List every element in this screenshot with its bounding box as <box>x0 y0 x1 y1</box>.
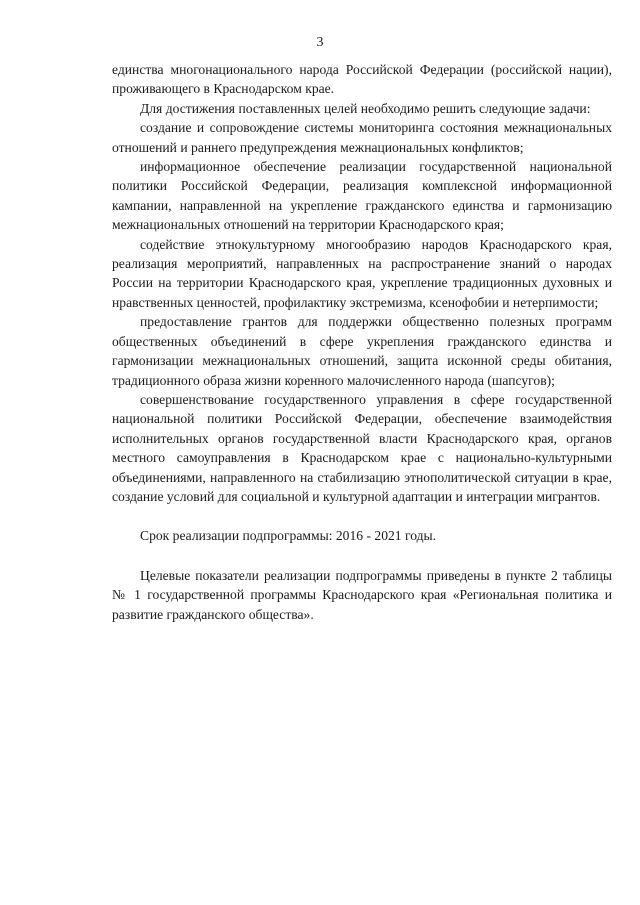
paragraph-tasks-heading: Для достижения поставленных целей необходимо решить следующие задачи: <box>140 100 591 116</box>
list-item-grants: предоставление грантов для поддержки общественно полезных программ общественных объединений в сфере укрепления гражданского единства и гармонизации межнациональных отношений, защита исконной среды обитания, традиционного образа жизни коренного малочисленного народа (шапсугов); <box>112 314 612 388</box>
document-body <box>112 60 612 624</box>
list-item-governance: совершенствование государственного управления в сфере государственной национальной политики Российской Федерации, обеспечение взаимодействия исполнительных органов государственной власти Краснодарского края, органов местного самоуправления в Краснодарском крае с национально-культурными объединениями, направленного на стабилизацию этнополитической ситуации в крае, создание условий для социальной и культурной адаптации и интеграции мигрантов. <box>112 391 612 504</box>
list-item-monitoring: создание и сопровождение системы мониторинга состояния межнациональных отношений и раннего предупреждения межнациональных конфликтов; <box>112 120 612 155</box>
paragraph-intro-continuation: единства многонационального народа Российской Федерации (российской нации), проживающего в Краснодарском крае. <box>112 62 612 97</box>
list-item-ethnocultural: содействие этнокультурному многообразию народов Краснодарского края, реализация мероприятий, направленных на распространение знаний о народах России на территории Краснодарского края, укрепление традиционных духовных и нравственных ценностей, профилактику экстремизма, ксенофобии и нетерпимости; <box>112 236 612 310</box>
paragraph-term: Срок реализации подпрограммы: 2016 - 2021 годы. <box>140 528 437 544</box>
list-item-information: информационное обеспечение реализации государственной национальной политики Российской Федерации, реализация комплексной информационной кампании, направленной на укрепление гражданского единства и гармонизацию межнациональных отношений на территории Краснодарского края; <box>112 159 612 233</box>
page-number: 3 <box>316 35 324 50</box>
paragraph-indicators: Целевые показатели реализации подпрограммы приведены в пункте 2 таблицы № 1 государственной программы Краснодарского края «Региональная политика и развитие гражданского общества». <box>112 567 612 622</box>
